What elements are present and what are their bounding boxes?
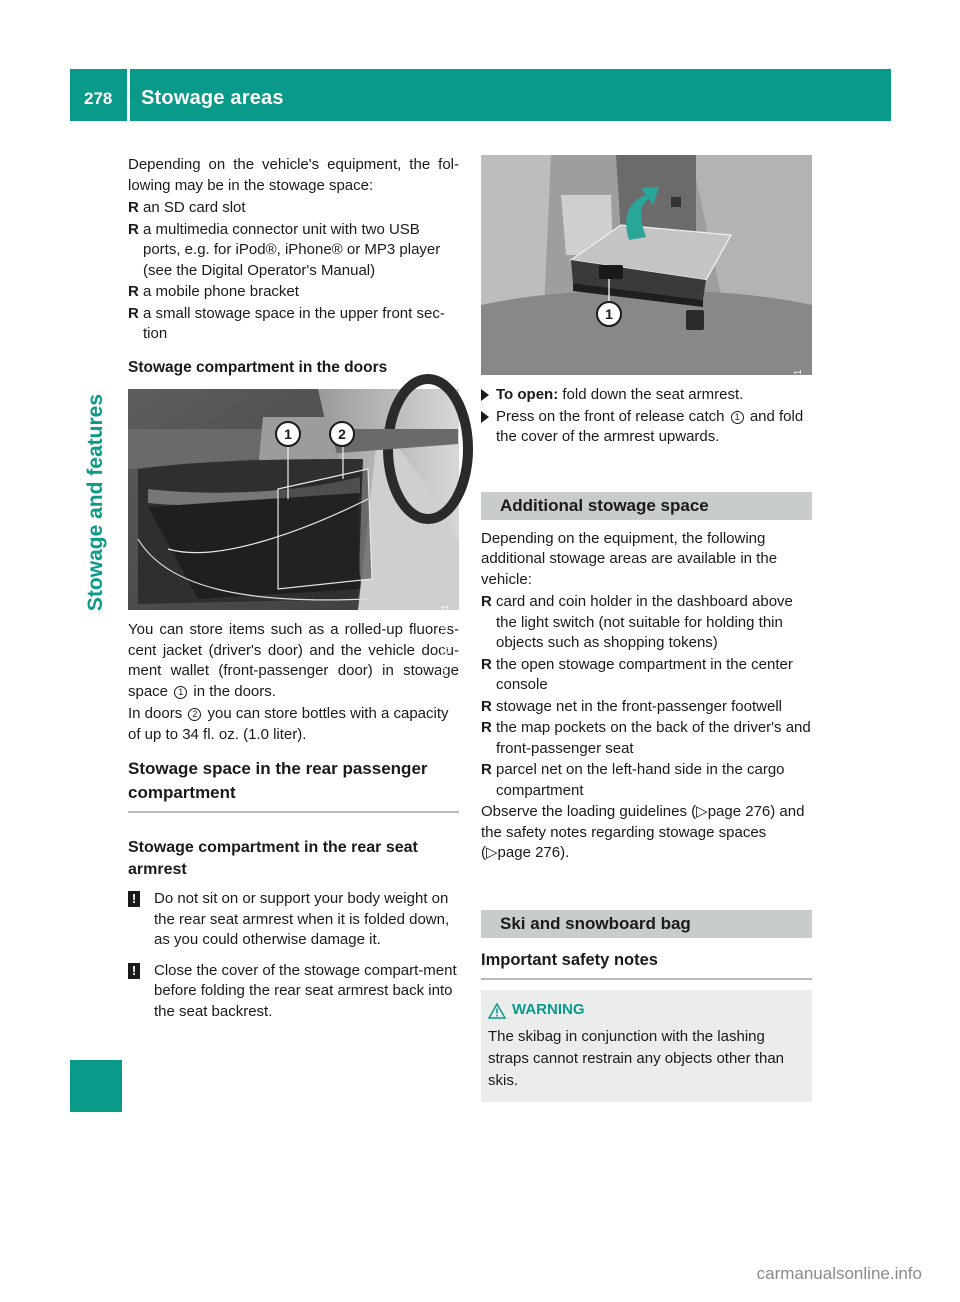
list-item: R stowage net in the front-passenger footwell [481, 697, 812, 718]
list-item: R a small stowage space in the upper front sec-tion [128, 304, 445, 342]
page-title: Stowage areas [141, 87, 284, 109]
left-column [128, 155, 459, 1022]
callout-1: 1 [275, 421, 301, 447]
ref-callout-2: 2 [188, 708, 201, 721]
header-divider [127, 69, 130, 121]
list-item: R parcel net on the left-hand side in the cargo compartment [481, 761, 785, 799]
note-item: ! Close the cover of the stowage compart-ment before folding the rear seat armrest back into the seat backrest. [128, 961, 459, 1023]
list-item: R an SD card slot [128, 198, 459, 219]
step-list [481, 385, 812, 448]
bullet-mark: R [481, 719, 492, 736]
bullet-mark: R [128, 220, 139, 238]
exclamation-icon: ! [128, 891, 140, 907]
additional-intro: Depending on the equipment, the following additional stowage areas are available in the vehicle: [481, 529, 778, 588]
warning-triangle-icon [488, 1003, 506, 1019]
page-ref-link[interactable]: page 276) [707, 803, 776, 820]
exclamation-icon: ! [128, 963, 140, 979]
step-item: Press on the front of release catch 1 and fold the cover of the armrest upwards. [481, 407, 812, 448]
armrest-heading: Stowage compartment in the rear seat armrest [128, 839, 418, 878]
bullet-mark: R [481, 697, 492, 715]
arrow-icon [481, 411, 489, 423]
photo-code: P68.00-7789-31 [440, 604, 452, 676]
observe-text: Observe the loading guidelines (▷page 276) and the safety notes regarding stowage spaces (▷page 276). [481, 803, 805, 861]
side-tab-marker [70, 1060, 122, 1112]
bullet-mark: R [128, 283, 139, 300]
warning-header [488, 1000, 804, 1022]
additional-heading: Additional stowage space [481, 492, 812, 520]
doors-heading: Stowage compartment in the doors [128, 358, 388, 376]
callout-1: 1 [596, 301, 622, 327]
safety-heading: Important safety notes [481, 948, 812, 980]
warning-label: WARNING [512, 1001, 585, 1019]
step-item: To open: fold down the seat armrest. [481, 385, 812, 406]
bullet-mark: R [128, 199, 139, 216]
intro-bullet-list [128, 198, 459, 345]
ref-callout-1: 1 [731, 411, 744, 424]
warning-text: The skibag in conjunction with the lashing straps cannot restrain any objects other than skis. [488, 1027, 785, 1089]
watermark: carmanualsonline.info [756, 1263, 922, 1283]
armrest-illustration [481, 155, 812, 375]
side-tab [70, 140, 122, 1060]
intro-text: Depending on the vehicle's equipment, the fol-lowing may be in the stowage space: [128, 156, 459, 194]
ref-callout-1: 1 [174, 686, 187, 699]
side-tab-label: Stowage and features [83, 394, 107, 612]
page-number: 278 [84, 89, 113, 108]
ski-heading: Ski and snowboard bag [481, 910, 812, 938]
bullet-mark: R [481, 655, 492, 673]
bullet-mark: R [481, 761, 492, 778]
arrow-icon [481, 389, 489, 401]
page-header [70, 69, 891, 121]
page-ref-link[interactable]: page 276). [497, 844, 570, 861]
bullet-mark: R [481, 593, 492, 610]
list-item: R a multimedia connector unit with two USB ports, e.g. for iPod®, iPhone® or MP3 player (see the Digital Operator's Manual) [128, 220, 441, 279]
list-item: R card and coin holder in the dashboard above the light switch (not suitable for holding thin objects such as shopping tokens) [481, 593, 793, 651]
page-ref-icon: ▷ [486, 844, 498, 861]
note-item: ! Do not sit on or support your body weight on the rear seat armrest when it is folded down, as you could otherwise damage it. [128, 889, 459, 951]
list-item: R the open stowage compartment in the center console [481, 655, 793, 693]
warning-box [481, 990, 812, 1102]
additional-bullet-list [481, 592, 812, 801]
doors-text-a: You can store items such as a rolled-up fluores-cent jacket (driver's door) and the vehicle docu-ment wallet (front-passenger door) in stowage space 1 in the doors. [128, 621, 459, 700]
callout-2: 2 [329, 421, 355, 447]
page-ref-icon: ▷ [696, 803, 708, 820]
list-item: R a mobile phone bracket [128, 282, 459, 303]
doors-text-b: In doors 2 you can store bottles with a capacity of up to 34 fl. oz. (1.0 liter). [128, 705, 449, 743]
right-column [481, 155, 812, 1102]
list-item: R the map pockets on the back of the driver's and front-passenger seat [481, 719, 811, 757]
rear-section-heading: Stowage space in the rear passenger compartment [128, 757, 459, 813]
photo-code: P68.00-8177-31 [793, 369, 805, 441]
bullet-mark: R [128, 304, 139, 322]
